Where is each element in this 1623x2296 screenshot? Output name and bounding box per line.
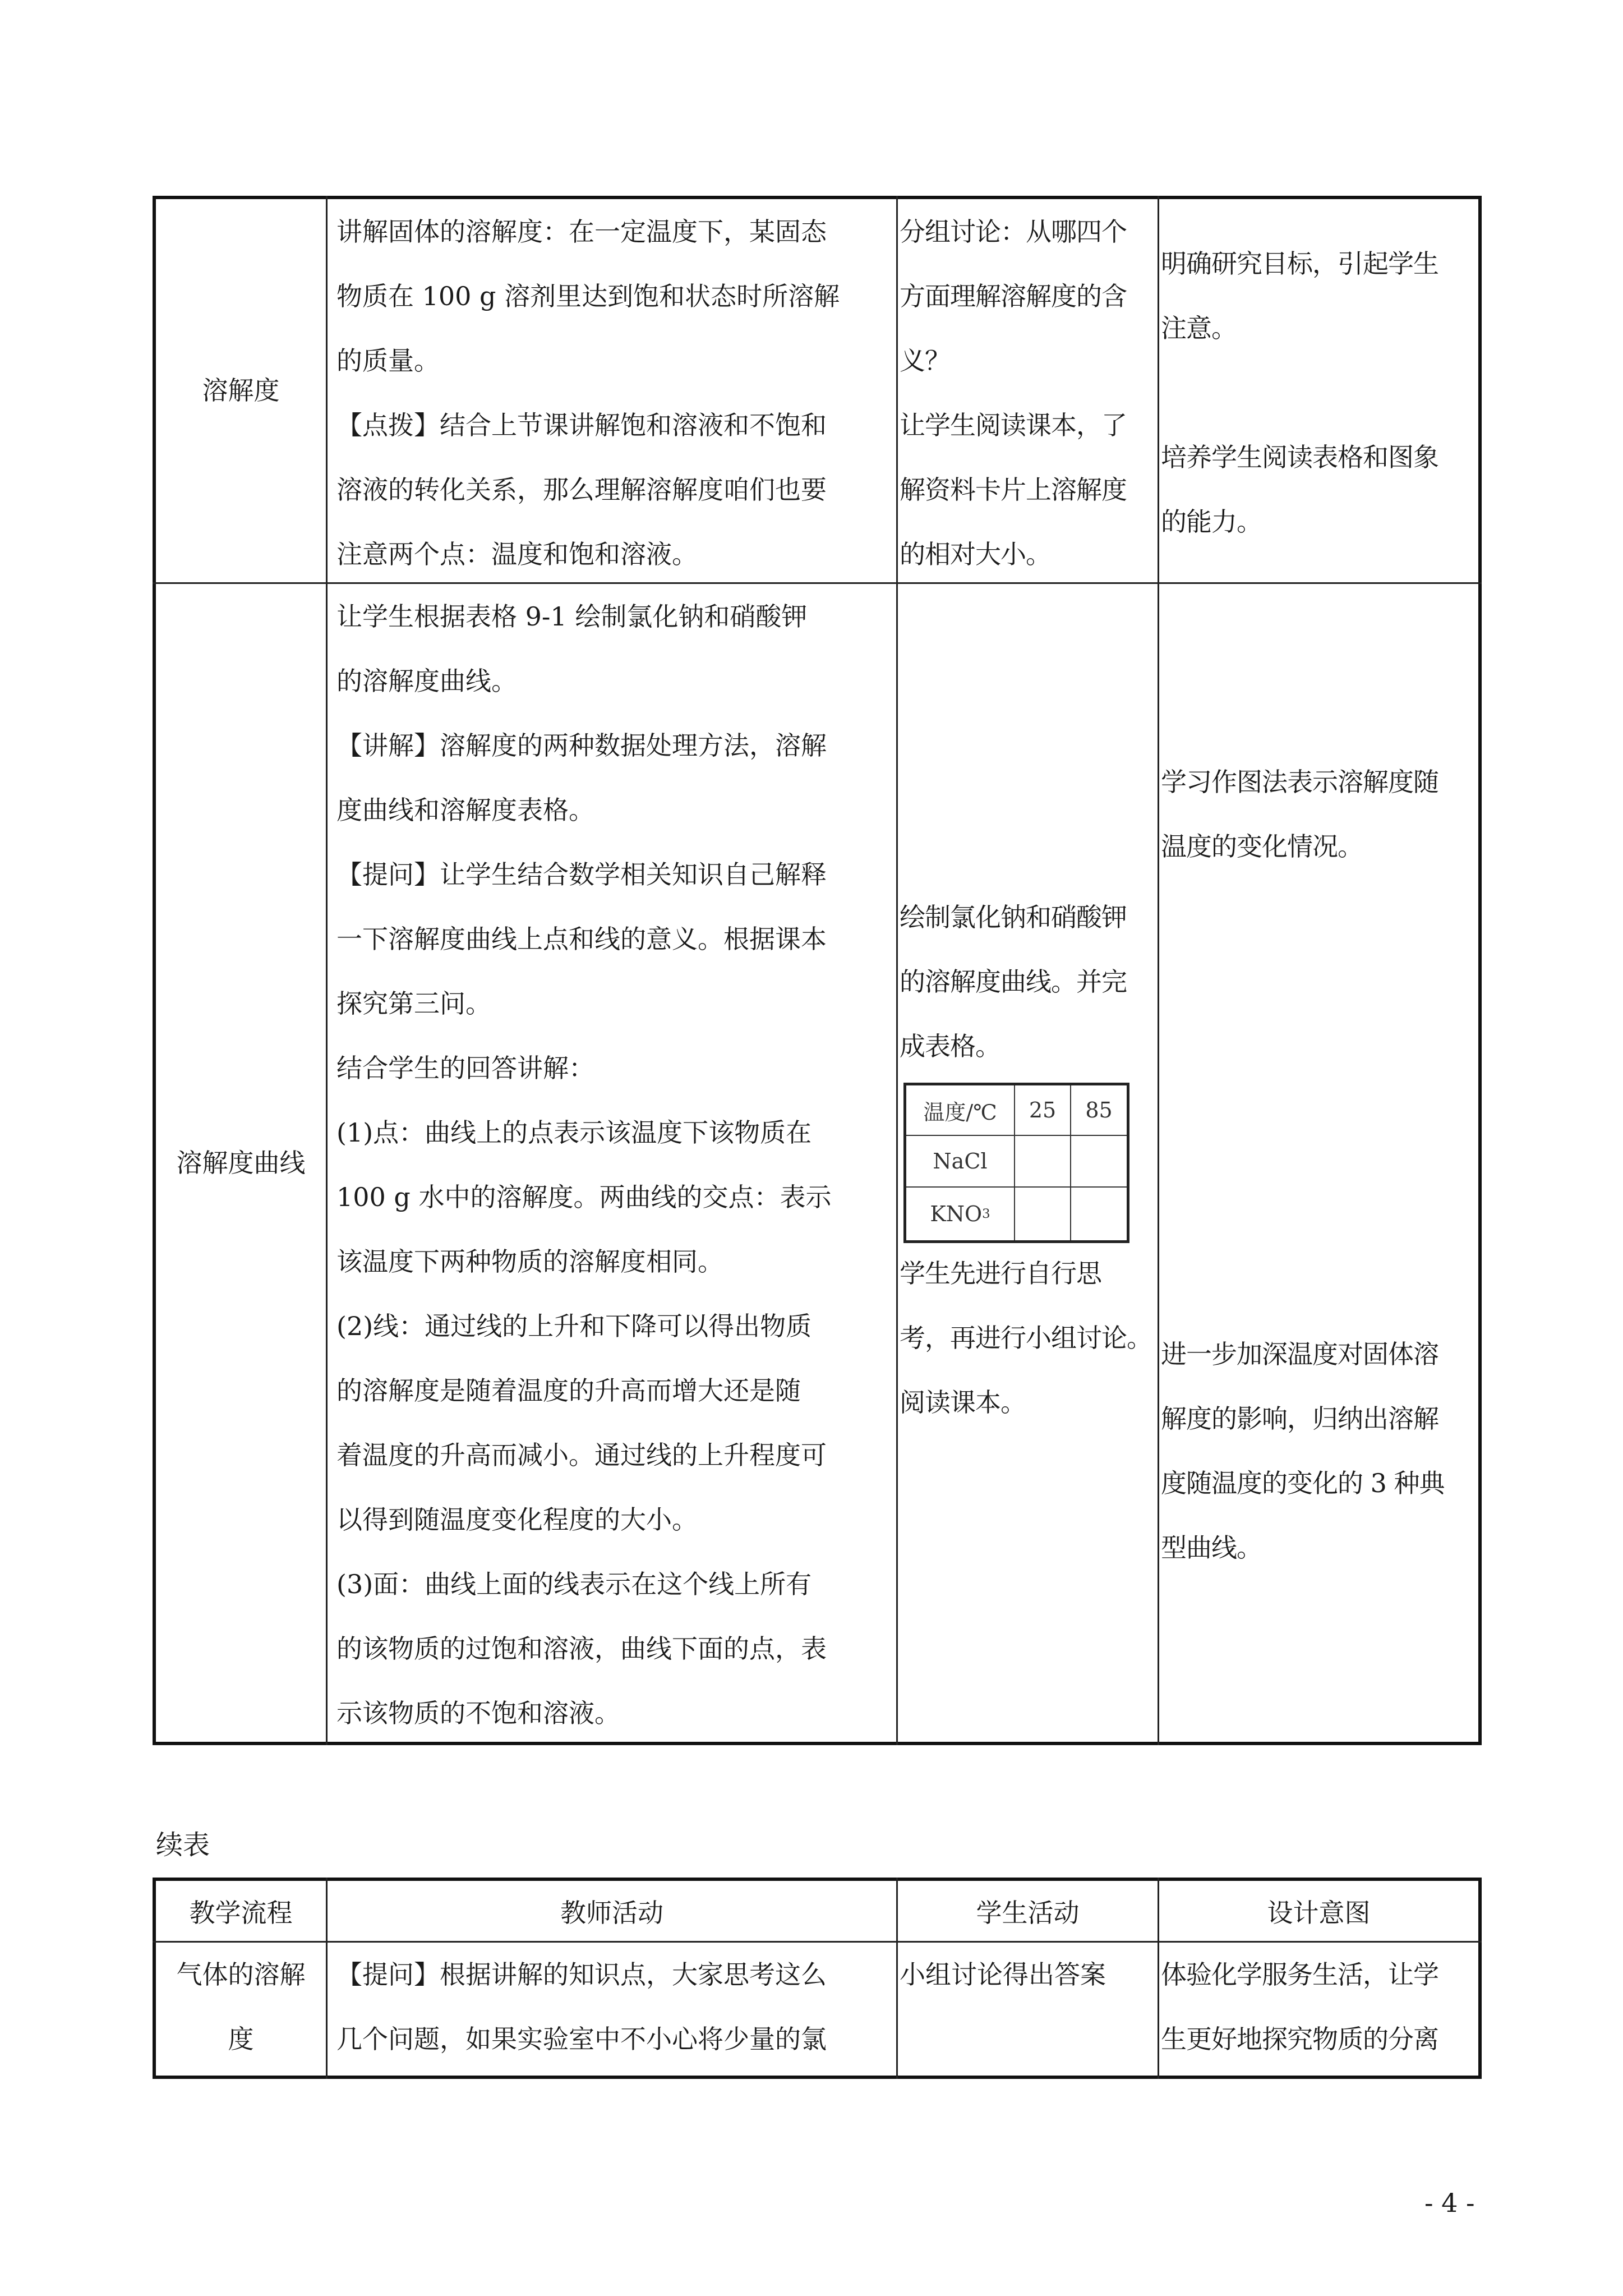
text-line: 培养学生阅读表格和图象 [1161, 442, 1438, 472]
text-line: 成表格。 [900, 1031, 1000, 1061]
text-line: 注意两个点：温度和饱和溶液。 [336, 539, 698, 569]
text-line: 让学生阅读课本，了 [900, 410, 1127, 440]
teacher-cell-gas-solubility [336, 1943, 896, 2072]
text-line: 度曲线和溶解度表格。 [336, 795, 594, 825]
text-line: 一下溶解度曲线上点和线的意义。根据课本 [336, 924, 827, 954]
text-line: 阅读课本。 [900, 1387, 1026, 1418]
mini-row-nacl: NaCl [933, 1149, 988, 1174]
col-divider-2 [896, 196, 898, 1745]
text-line: 【点拨】结合上节课讲解饱和溶液和不饱和 [336, 410, 827, 440]
text-line: 注意。 [1161, 313, 1237, 343]
text-line: 学生先进行自行思 [900, 1258, 1101, 1289]
text-line: 结合学生的回答讲解： [336, 1053, 594, 1083]
text-line: 解资料卡片上溶解度 [900, 475, 1127, 505]
text-line: 讲解固体的溶解度：在一定温度下，某固态 [336, 217, 827, 247]
header-student: 学生活动 [976, 1897, 1080, 1928]
teacher-cell-solubility-curve [336, 585, 896, 1746]
text-line: 方面理解溶解度的含 [900, 281, 1127, 311]
text-line: 【讲解】溶解度的两种数据处理方法，溶解 [336, 730, 827, 761]
flow-label: 溶解度 [202, 375, 280, 406]
text-line: 的该物质的过饱和溶液，曲线下面的点，表 [336, 1634, 827, 1664]
text-line: 温度的变化情况。 [1161, 831, 1363, 862]
text-line: 的溶解度曲线。 [336, 666, 517, 696]
student-cell-solubility [900, 200, 1156, 587]
intent-cell-solubility [1161, 232, 1479, 361]
text-line: 物质在 100 g 溶剂里达到饱和状态时所溶解 [336, 281, 840, 311]
text-line: 解度的影响，归纳出溶解 [1161, 1404, 1438, 1434]
text-line: 几个问题，如果实验室中不小心将少量的氯 [336, 2024, 827, 2054]
text-line: 100 g 水中的溶解度。两曲线的交点：表示 [336, 1182, 832, 1212]
flow-cell-solubility-curve [156, 584, 326, 1742]
text-line: 的溶解度是随着温度的升高而增大还是随 [336, 1375, 801, 1406]
text-line: 分组讨论：从哪四个 [900, 217, 1127, 247]
text-line: 溶液的转化关系，那么理解溶解度咱们也要 [336, 475, 827, 505]
student-cell-curve-b [900, 1241, 1163, 1435]
text-line: 的质量。 [336, 346, 440, 376]
intent-cell-curve-b [1161, 1322, 1479, 1580]
text-line: 学习作图法表示溶解度随 [1161, 767, 1438, 797]
mini-row-kno3: KNO 3 [930, 1202, 990, 1226]
text-line: (1)点：曲线上的点表示该温度下该物质在 [336, 1117, 812, 1148]
text-line: 型曲线。 [1161, 1533, 1262, 1563]
teacher-cell-solubility [336, 200, 896, 587]
text-line: 【提问】根据讲解的知识点，大家思考这么 [336, 1959, 827, 1990]
text-line: 体验化学服务生活，让学 [1161, 1959, 1438, 1990]
col-divider-3 [1158, 196, 1159, 1745]
flow-label: 溶解度曲线 [176, 1147, 306, 1178]
text-line: 明确研究目标，引起学生 [1161, 249, 1438, 279]
text-line: 小组讨论得出答案 [900, 1959, 1106, 1990]
text-line: 的相对大小。 [900, 539, 1051, 569]
text-line: 的能力。 [1161, 507, 1262, 537]
mini-solubility-table [903, 1083, 1129, 1243]
text-line: 气体的溶解 [176, 1959, 306, 1990]
student-cell-curve-a [900, 885, 1156, 1079]
text-line: 考，再进行小组讨论。 [900, 1323, 1152, 1353]
text-line: 探究第三问。 [336, 988, 491, 1019]
text-line: 生更好地探究物质的分离 [1161, 2024, 1438, 2054]
page-number: - 4 - [1424, 2188, 1475, 2218]
text-line: 度随温度的变化的 3 种典 [1161, 1468, 1445, 1498]
text-line: 进一步加深温度对固体溶 [1161, 1339, 1438, 1369]
intent-cell-solubility-2 [1161, 425, 1479, 554]
mini-header-temp: 温度/℃ [923, 1099, 997, 1125]
mini-header-85: 85 [1085, 1098, 1113, 1122]
text-line: 绘制氯化钠和硝酸钾 [900, 902, 1127, 932]
text-line: 【提问】让学生结合数学相关知识自己解释 [336, 859, 827, 890]
intent-cell-curve-a [1161, 750, 1479, 879]
col-divider-1 [326, 196, 328, 1745]
header-flow: 教学流程 [189, 1897, 293, 1928]
text-line: 着温度的升高而减小。通过线的上升程度可 [336, 1440, 827, 1470]
text-line: 度 [228, 2024, 254, 2054]
text-line: 的溶解度曲线。并完 [900, 967, 1127, 997]
mini-header-25: 25 [1029, 1098, 1057, 1122]
flow-cell-solubility [156, 199, 326, 582]
text-line: (3)面：曲线上面的线表示在这个线上所有 [336, 1569, 812, 1599]
text-line: 让学生根据表格 9-1 绘制氯化钠和硝酸钾 [336, 601, 808, 632]
intent-cell-gas-solubility [1161, 1943, 1479, 2072]
text-line: 示该物质的不饱和溶液。 [336, 1698, 620, 1728]
flow-cell-gas-solubility [156, 1943, 326, 2072]
text-line: 以得到随温度变化程度的大小。 [336, 1504, 698, 1535]
continued-label: 续表 [156, 1829, 210, 1861]
header-teacher: 教师活动 [560, 1897, 663, 1928]
text-line: (2)线：通过线的上升和下降可以得出物质 [336, 1311, 812, 1341]
text-line: 义？ [900, 346, 950, 376]
header-intent: 设计意图 [1267, 1897, 1371, 1928]
student-cell-gas-solubility [900, 1943, 1156, 2007]
text-line: 该温度下两种物质的溶解度相同。 [336, 1246, 723, 1277]
